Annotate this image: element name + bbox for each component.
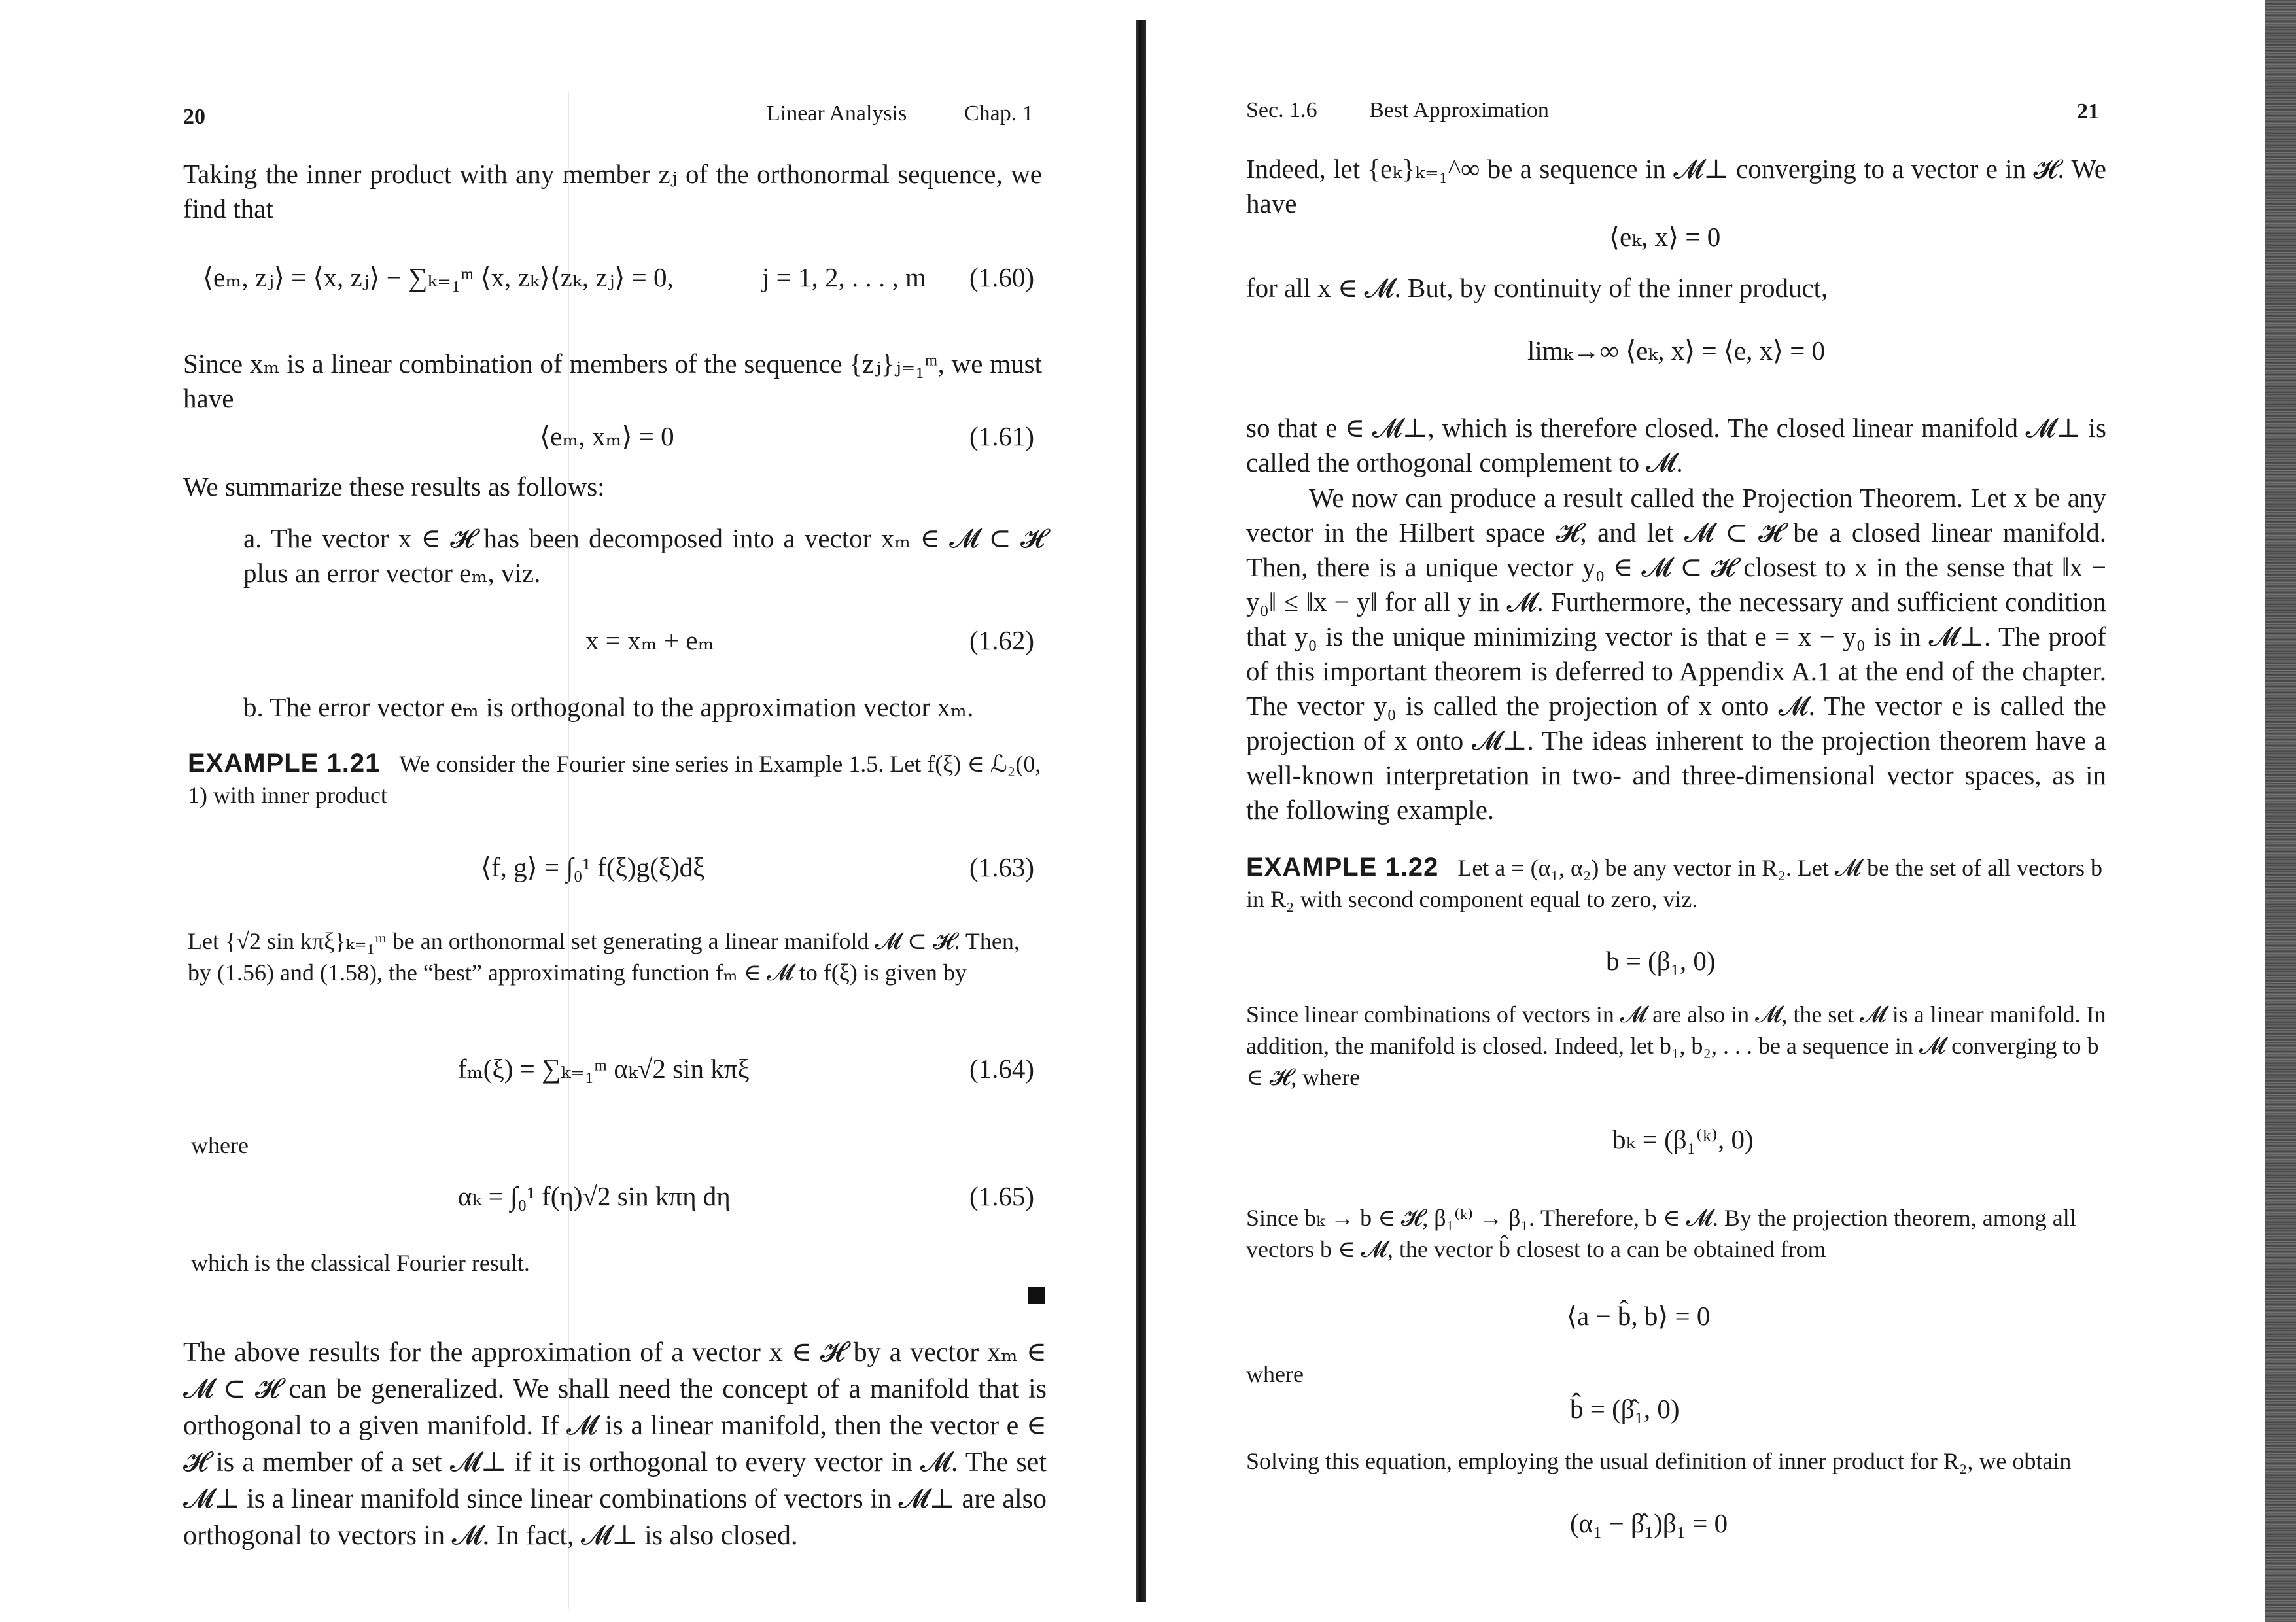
example-label: EXAMPLE 1.21 <box>188 749 381 778</box>
equation-number: (1.60) <box>969 262 1035 292</box>
equation-1-62: x = xₘ + eₘ <box>585 625 714 655</box>
page-number: 20 <box>183 105 205 129</box>
equation-limit: limₖ→∞ ⟨eₖ, x⟩ = ⟨e, x⟩ = 0 <box>1527 336 1826 366</box>
equation: b = (β₁, 0) <box>1606 946 1716 976</box>
example-1-21 <box>188 748 1045 811</box>
where-label: where <box>191 1132 249 1158</box>
page-number: 21 <box>2077 99 2099 124</box>
equation-number: (1.61) <box>969 421 1035 451</box>
equation: ⟨a − b̂, b⟩ = 0 <box>1567 1301 1711 1331</box>
paragraph: Since linear combinations of vectors in 𝓜 are also in 𝓜, the set 𝓜 is a linear manifold. In addition, the manifold is closed. Indeed, let b₁, b₂, . . . be a sequence in 𝓜 converging to b ∈ 𝓗, where <box>1246 1001 2106 1090</box>
list-item-b: b. The error vector eₘ is orthogonal to the approximation vector xₘ. <box>243 692 974 722</box>
equation: b̂ = (β̂₁, 0) <box>1570 1394 1680 1424</box>
equation-number: (1.62) <box>969 625 1035 655</box>
equation: ⟨eₖ, x⟩ = 0 <box>1609 222 1721 252</box>
qed-mark <box>1028 1287 1045 1304</box>
equation-1-60: ⟨eₘ, zⱼ⟩ = ⟨x, zⱼ⟩ − ∑ₖ₌₁ᵐ ⟨x, zₖ⟩⟨zₖ, zⱼ⟩ = 0, <box>203 262 674 292</box>
equation: (α₁ − β̂₁)β₁ = 0 <box>1570 1508 1728 1538</box>
paragraph: We now can produce a result called the Projection Theorem. Let x be any vector in the Hilbert space 𝓗, and let 𝓜 ⊂ 𝓗 be a closed linear manifold. Then, there is a unique vector y₀ ∈ 𝓜 ⊂ 𝓗 closest to x in the sense that ‖x − y₀‖ ≤ ‖x − y‖ for all y in 𝓜. Furthermore, the necessary and sufficient condition that y₀ is the unique minimizing vector is that e = x − y₀ is in 𝓜⊥. The proof of this important theorem is deferred to Appendix A.1 at the end of the chapter. The vector y₀ is called the projection of x onto 𝓜. The vector e is called the projection of x onto 𝓜⊥. The ideas inherent to the projection theorem have a well-known interpretation in two- and three-dimensional vector spaces, as in the following example. <box>1246 483 2106 825</box>
chapter-label: Chap. 1 <box>964 101 1034 126</box>
equation-number: (1.65) <box>969 1181 1035 1211</box>
paragraph: Since xₘ is a linear combination of members of the sequence {zⱼ}ⱼ₌₁ᵐ, we must have <box>183 349 1042 413</box>
equation-1-64: fₘ(ξ) = ∑ₖ₌₁ᵐ αₖ√2 sin kπξ <box>458 1054 750 1084</box>
example-text: We consider the Fourier sine series in Example 1.5. Let f(ξ) ∈ ℒ₂(0, 1) with inner product <box>188 751 1041 808</box>
equation: bₖ = (β₁⁽ᵏ⁾, 0) <box>1612 1124 1754 1154</box>
paragraph: We summarize these results as follows: <box>183 472 605 502</box>
right-page <box>1148 0 2296 1622</box>
equation-1-63: ⟨f, g⟩ = ∫₀¹ f(ξ)g(ξ)dξ <box>481 852 705 882</box>
paragraph: for all x ∈ 𝓜. But, by continuity of the inner product, <box>1246 273 1828 303</box>
equation-1-61: ⟨eₘ, xₘ⟩ = 0 <box>540 421 674 451</box>
paragraph: so that e ∈ 𝓜⊥, which is therefore closed. The closed linear manifold 𝓜⊥ is called the orthogonal complement to 𝓜. <box>1246 413 2106 477</box>
example-1-22 <box>1246 852 2106 915</box>
running-head: Linear Analysis <box>767 101 907 126</box>
list-item-a: a. The vector x ∈ 𝓗 has been decomposed into a vector xₘ ∈ 𝓜 ⊂ 𝓗 plus an error vector eₘ, viz. <box>243 523 1045 588</box>
equation-number: (1.63) <box>969 852 1035 882</box>
equation-number: (1.64) <box>969 1054 1035 1084</box>
paragraph: which is the classical Fourier result. <box>191 1250 530 1276</box>
left-page <box>0 0 1135 1622</box>
paragraph: Taking the inner product with any member zⱼ of the orthonormal sequence, we find that <box>183 159 1042 224</box>
book-gutter <box>1136 20 1146 1602</box>
running-head: Best Approximation <box>1369 98 1549 122</box>
paragraph: Let {√2 sin kπξ}ₖ₌₁ᵐ be an orthonormal set generating a linear manifold 𝓜 ⊂ 𝓗. Then, by (1.56) and (1.58), the “best” approximating function fₘ ∈ 𝓜 to f(ξ) is given by <box>188 928 1020 986</box>
scan-artifact <box>568 92 569 1609</box>
paragraph: Since bₖ → b ∈ 𝓗, β₁⁽ᵏ⁾ → β₁. Therefore, b ∈ 𝓜. By the projection theorem, among all vectors b ∈ 𝓜, the vector b̂ closest to a can be obtained from <box>1246 1205 2076 1262</box>
paragraph: The above results for the approximation of a vector x ∈ 𝓗 by a vector xₘ ∈ 𝓜 ⊂ 𝓗 can be generalized. We shall need the concept of a manifold that is orthogonal to a given manifold. If 𝓜 is a linear manifold, then the vector e ∈ 𝓗 is a member of a set 𝓜⊥ if it is orthogonal to every vector in 𝓜. The set 𝓜⊥ is a linear manifold since linear combinations of vectors in 𝓜⊥ are also orthogonal to vectors in 𝓜. In fact, 𝓜⊥ is also closed. <box>183 1337 1047 1551</box>
equation-1-65: αₖ = ∫₀¹ f(η)√2 sin kπη dη <box>458 1181 731 1211</box>
where-label: where <box>1246 1361 1304 1387</box>
equation-condition: j = 1, 2, . . . , m <box>762 262 926 292</box>
section-label: Sec. 1.6 <box>1246 98 1317 122</box>
example-label: EXAMPLE 1.22 <box>1246 853 1439 882</box>
paragraph: Solving this equation, employing the usual definition of inner product for R₂, we obtain <box>1246 1448 2072 1474</box>
example-text: Let a = (α₁, α₂) be any vector in R₂. Let 𝓜 be the set of all vectors b in R₂ with second component equal to zero, viz. <box>1246 855 2103 912</box>
paragraph: Indeed, let {eₖ}ₖ₌₁^∞ be a sequence in 𝓜⊥ converging to a vector e in 𝓗. We have <box>1246 154 2106 218</box>
